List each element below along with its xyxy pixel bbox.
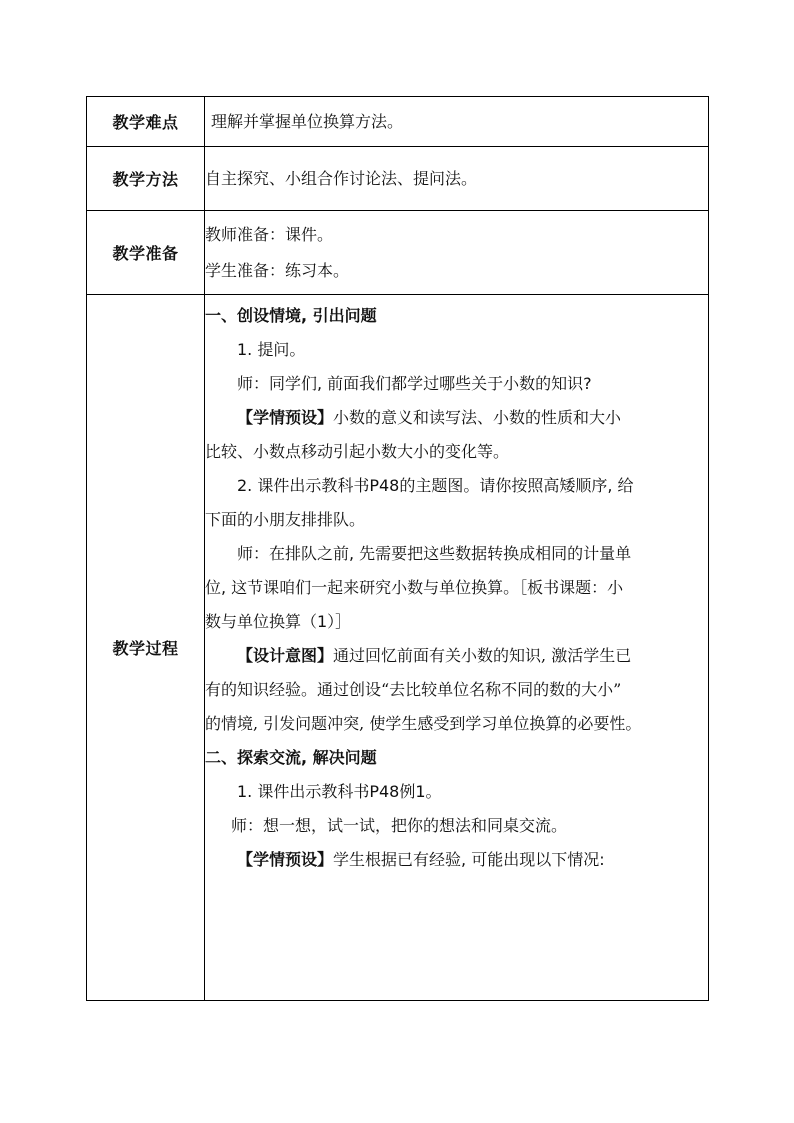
section-1-design-line-3: 的情境, 引发问题冲突, 使学生感受到学习单位换算的必要性。 bbox=[205, 714, 642, 733]
design-tag: 【设计意图】 bbox=[237, 646, 334, 665]
section-1-teacher-line-2: 位, 这节课咱们一起来研究小数与单位换算。［板书课题：小 bbox=[205, 578, 624, 597]
section-1-preview-line-2: 比较、小数点移动引起小数大小的变化等。 bbox=[205, 442, 510, 461]
teacher-prep-text: 教师准备：课件。 bbox=[205, 224, 334, 244]
section-1-preview-line-1 bbox=[205, 401, 708, 435]
difficulty-text: 理解并掌握单位换算方法。 bbox=[211, 111, 404, 131]
section-2-item-1: 1. 课件出示教科书P48例1。 bbox=[237, 782, 442, 801]
design-text: 通过回忆前面有关小数的知识, 激活学生已 bbox=[333, 646, 632, 665]
preview-text: 学生根据已有经验, 可能出现以下情况: bbox=[333, 850, 605, 869]
row-label-process: 教学过程 bbox=[87, 295, 205, 1001]
section-1-design-line-2: 有的知识经验。通过创设“去比较单位名称不同的数的大小” bbox=[205, 680, 622, 699]
preview-text: 小数的意义和读写法、小数的性质和大小 bbox=[333, 408, 622, 427]
lesson-plan-table bbox=[86, 96, 709, 1001]
table-row bbox=[87, 147, 709, 211]
section-2-heading: 二、探索交流, 解决问题 bbox=[205, 748, 377, 767]
row-label-preparation: 教学准备 bbox=[87, 211, 205, 295]
section-2-teacher-prompt: 师：想一想，试一试，把你的想法和同桌交流。 bbox=[231, 816, 568, 835]
section-2-preview-line bbox=[205, 843, 708, 877]
table-row bbox=[87, 295, 709, 1001]
table-row bbox=[87, 97, 709, 147]
preview-tag: 【学情预设】 bbox=[237, 850, 334, 869]
row-content-process bbox=[205, 295, 709, 1001]
section-1-teacher-line-1: 师：在排队之前, 先需要把这些数据转换成相同的计量单 bbox=[237, 544, 632, 563]
row-content-difficulty bbox=[205, 97, 709, 147]
section-1-teacher-line-3: 数与单位换算（1）］ bbox=[205, 612, 352, 631]
student-prep-text: 学生准备：练习本。 bbox=[205, 260, 350, 280]
section-1-teacher-question: 师：同学们, 前面我们都学过哪些关于小数的知识? bbox=[237, 374, 592, 393]
row-label-difficulty: 教学难点 bbox=[87, 97, 205, 147]
section-1-item-2-line-2: 下面的小朋友排排队。 bbox=[205, 510, 366, 529]
section-1-heading: 一、创设情境, 引出问题 bbox=[205, 306, 377, 325]
table-row bbox=[87, 211, 709, 295]
method-text: 自主探究、小组合作讨论法、提问法。 bbox=[205, 168, 478, 188]
row-content-preparation bbox=[205, 211, 709, 295]
section-1-design-line-1 bbox=[205, 639, 708, 673]
row-content-method bbox=[205, 147, 709, 211]
preview-tag: 【学情预设】 bbox=[237, 408, 334, 427]
section-1-item-1: 1. 提问。 bbox=[237, 340, 306, 359]
section-1-item-2-line-1: 2. 课件出示教科书P48的主题图。请你按照高矮顺序, 给 bbox=[237, 476, 634, 495]
row-label-method: 教学方法 bbox=[87, 147, 205, 211]
